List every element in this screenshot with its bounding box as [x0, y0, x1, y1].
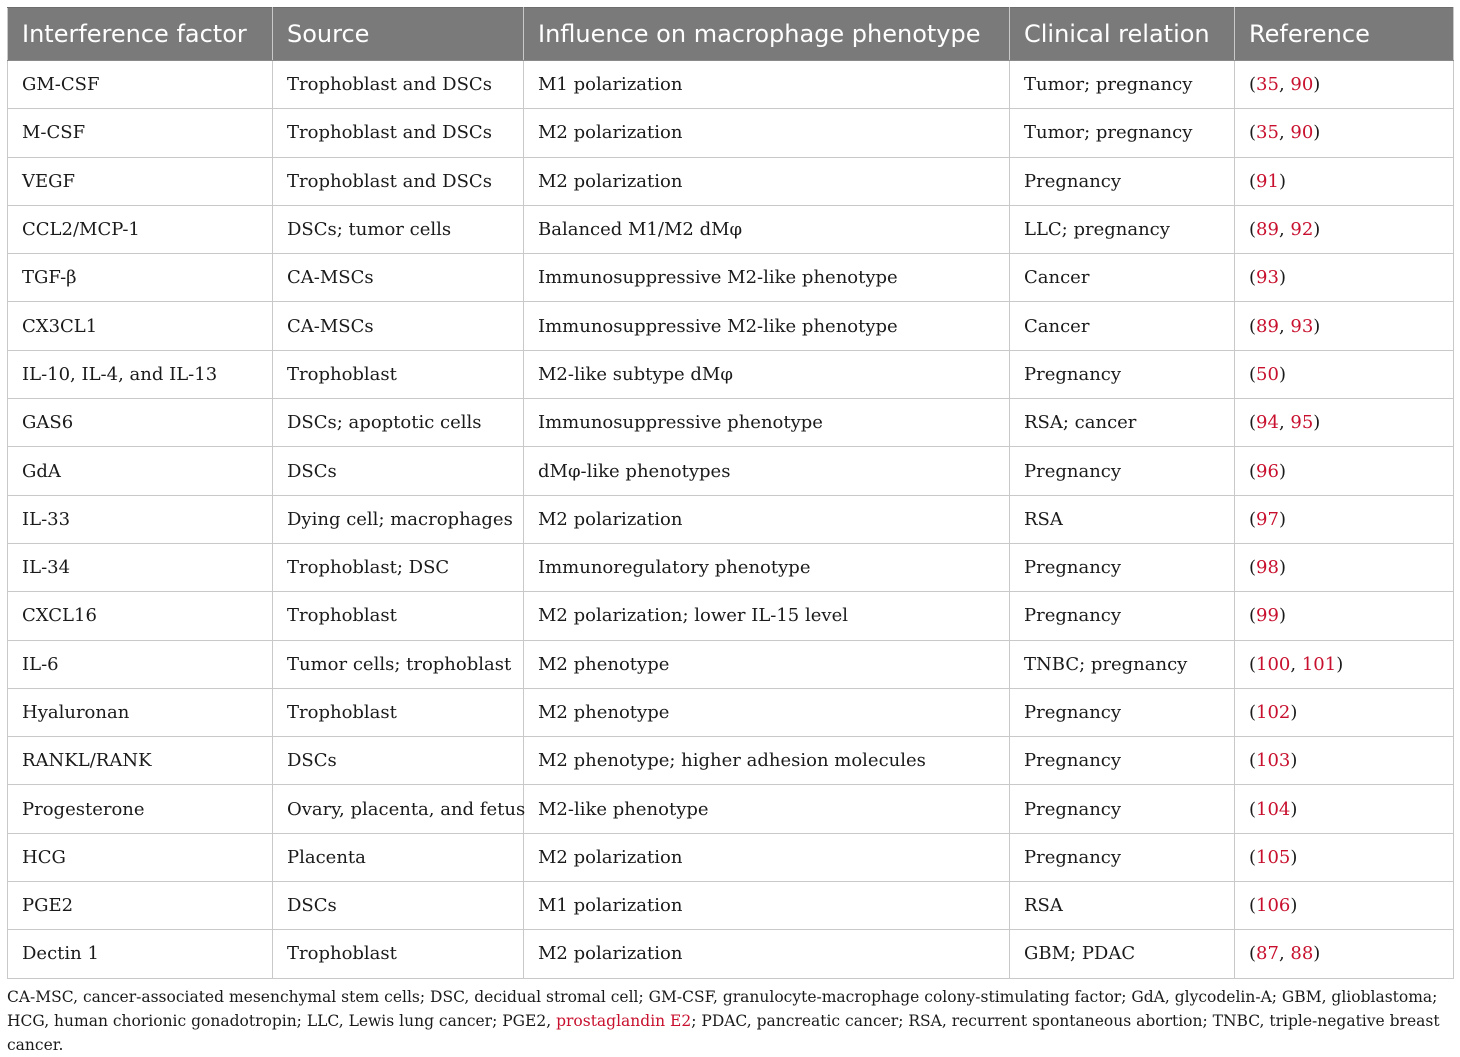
table-row — [8, 205, 1454, 253]
reference-link[interactable]: 95 — [1290, 412, 1314, 434]
table-row — [8, 833, 1454, 881]
cell-reference: (103) — [1235, 737, 1454, 785]
cell-influence: Immunosuppressive M2-like phenotype — [524, 254, 1010, 302]
reference-link[interactable]: 103 — [1256, 750, 1291, 772]
cell-reference: (106) — [1235, 882, 1454, 930]
cell-clinical: Pregnancy — [1010, 785, 1235, 833]
cell-reference: (102) — [1235, 688, 1454, 736]
footnote-text-2: ; PDAC, pancreatic cancer; RSA, recurrent spontaneous abortion; TNBC, triple-negative breast cancer. — [7, 1012, 1440, 1054]
cell-influence: M2 phenotype; higher adhesion molecules — [524, 737, 1010, 785]
table-row — [8, 592, 1454, 640]
cell-factor: GM-CSF — [8, 61, 273, 109]
cell-source: DSCs — [273, 447, 524, 495]
reference-link[interactable]: 100 — [1256, 653, 1291, 675]
reference-link[interactable]: 91 — [1256, 170, 1279, 192]
reference-link[interactable]: 96 — [1256, 460, 1279, 482]
reference-link[interactable]: 104 — [1256, 798, 1291, 820]
cell-source: Trophoblast and DSCs — [273, 61, 524, 109]
cell-source: DSCs — [273, 737, 524, 785]
cell-influence: M2 polarization — [524, 109, 1010, 157]
table-footnote — [7, 985, 1453, 1057]
reference-link[interactable]: 92 — [1290, 219, 1314, 241]
reference-link[interactable]: 89 — [1256, 219, 1279, 241]
reference-link[interactable]: 97 — [1256, 508, 1279, 530]
cell-factor: Hyaluronan — [8, 688, 273, 736]
footnote-link[interactable]: prostaglandin E2 — [556, 1012, 692, 1030]
reference-link[interactable]: 50 — [1256, 363, 1279, 385]
cell-factor: RANKL/RANK — [8, 737, 273, 785]
table-row — [8, 61, 1454, 109]
cell-reference: (97) — [1235, 495, 1454, 543]
table-row — [8, 254, 1454, 302]
cell-factor: IL-10, IL-4, and IL-13 — [8, 350, 273, 398]
cell-influence: M1 polarization — [524, 61, 1010, 109]
cell-factor: IL-33 — [8, 495, 273, 543]
reference-link[interactable]: 93 — [1290, 315, 1314, 337]
cell-clinical: Pregnancy — [1010, 688, 1235, 736]
reference-link[interactable]: 89 — [1256, 315, 1279, 337]
column-header-factor: Interference factor — [8, 8, 273, 61]
cell-reference: (89, 92) — [1235, 205, 1454, 253]
cell-source: CA-MSCs — [273, 254, 524, 302]
cell-clinical: Pregnancy — [1010, 350, 1235, 398]
cell-source: Placenta — [273, 833, 524, 881]
cell-source: Trophoblast and DSCs — [273, 109, 524, 157]
cell-clinical: Pregnancy — [1010, 833, 1235, 881]
cell-reference: (91) — [1235, 157, 1454, 205]
cell-reference: (98) — [1235, 543, 1454, 591]
cell-factor: M-CSF — [8, 109, 273, 157]
cell-factor: GAS6 — [8, 399, 273, 447]
table-row — [8, 785, 1454, 833]
cell-source: Trophoblast — [273, 688, 524, 736]
cell-source: Trophoblast — [273, 930, 524, 978]
table-row — [8, 495, 1454, 543]
cell-reference: (104) — [1235, 785, 1454, 833]
reference-link[interactable]: 94 — [1256, 412, 1279, 434]
table-row — [8, 640, 1454, 688]
cell-reference: (94, 95) — [1235, 399, 1454, 447]
cell-factor: HCG — [8, 833, 273, 881]
reference-link[interactable]: 99 — [1256, 605, 1279, 627]
cell-influence: Immunoregulatory phenotype — [524, 543, 1010, 591]
cell-influence: Immunosuppressive phenotype — [524, 399, 1010, 447]
reference-link[interactable]: 90 — [1290, 122, 1314, 144]
cell-clinical: Cancer — [1010, 254, 1235, 302]
reference-link[interactable]: 35 — [1256, 74, 1279, 96]
table-row — [8, 882, 1454, 930]
cell-clinical: LLC; pregnancy — [1010, 205, 1235, 253]
reference-link[interactable]: 106 — [1256, 895, 1291, 917]
reference-link[interactable]: 88 — [1290, 943, 1314, 965]
table-row — [8, 688, 1454, 736]
cell-factor: IL-34 — [8, 543, 273, 591]
cell-reference: (35, 90) — [1235, 109, 1454, 157]
cell-influence: M1 polarization — [524, 882, 1010, 930]
cell-influence: M2 phenotype — [524, 688, 1010, 736]
cell-source: DSCs; apoptotic cells — [273, 399, 524, 447]
column-header-source: Source — [273, 8, 524, 61]
cell-factor: CXCL16 — [8, 592, 273, 640]
reference-link[interactable]: 98 — [1256, 557, 1279, 579]
reference-link[interactable]: 93 — [1256, 267, 1279, 289]
reference-link[interactable]: 102 — [1256, 702, 1291, 723]
cell-factor: Progesterone — [8, 785, 273, 833]
cell-source: Trophoblast; DSC — [273, 543, 524, 591]
table-row — [8, 302, 1454, 350]
reference-link[interactable]: 101 — [1301, 653, 1337, 675]
table-row — [8, 109, 1454, 157]
cell-source: Tumor cells; trophoblast — [273, 640, 524, 688]
cell-influence: M2 polarization — [524, 833, 1010, 881]
cell-clinical: Cancer — [1010, 302, 1235, 350]
cell-influence: M2 polarization — [524, 930, 1010, 978]
column-header-influence: Influence on macrophage phenotype — [524, 8, 1010, 61]
reference-link[interactable]: 90 — [1290, 74, 1314, 96]
column-header-clinical: Clinical relation — [1010, 8, 1235, 61]
column-header-reference: Reference — [1235, 8, 1454, 61]
table-row — [8, 447, 1454, 495]
table-row — [8, 350, 1454, 398]
header-row — [8, 8, 1454, 61]
cell-clinical: Pregnancy — [1010, 592, 1235, 640]
reference-link[interactable]: 105 — [1256, 846, 1291, 868]
table-row — [8, 930, 1454, 978]
cell-clinical: RSA — [1010, 495, 1235, 543]
cell-clinical: TNBC; pregnancy — [1010, 640, 1235, 688]
cell-influence: M2-like subtype dMφ — [524, 350, 1010, 398]
cell-reference: (96) — [1235, 447, 1454, 495]
cell-factor: CX3CL1 — [8, 302, 273, 350]
reference-link[interactable]: 35 — [1256, 122, 1279, 144]
cell-influence: M2 polarization; lower IL-15 level — [524, 592, 1010, 640]
cell-influence: Immunosuppressive M2-like phenotype — [524, 302, 1010, 350]
cell-clinical: Pregnancy — [1010, 447, 1235, 495]
cell-influence: M2 polarization — [524, 495, 1010, 543]
cell-clinical: GBM; PDAC — [1010, 930, 1235, 978]
cell-source: DSCs — [273, 882, 524, 930]
table-row — [8, 737, 1454, 785]
cell-reference: (35, 90) — [1235, 61, 1454, 109]
cell-source: CA-MSCs — [273, 302, 524, 350]
cell-factor: TGF-β — [8, 254, 273, 302]
cell-source: DSCs; tumor cells — [273, 205, 524, 253]
cell-clinical: Tumor; pregnancy — [1010, 61, 1235, 109]
cell-source: Ovary, placenta, and fetus — [273, 785, 524, 833]
cell-factor: VEGF — [8, 157, 273, 205]
footnote-text-1: CA-MSC, cancer-associated mesenchymal stem cells; DSC, decidual stromal cell; GM-CSF, granulocyte-macrophage colony-stimulating factor; GdA, glycodelin-A; GBM, glioblastoma; HCG, human chorionic gonadotropin; LLC, Lewis lung cancer; PGE2, — [7, 988, 1438, 1030]
table-row — [8, 399, 1454, 447]
cell-influence: M2-like phenotype — [524, 785, 1010, 833]
cell-clinical: RSA — [1010, 882, 1235, 930]
cell-influence: Balanced M1/M2 dMφ — [524, 205, 1010, 253]
cell-source: Trophoblast — [273, 350, 524, 398]
cell-source: Dying cell; macrophages — [273, 495, 524, 543]
cell-influence: M2 polarization — [524, 157, 1010, 205]
cell-clinical: Pregnancy — [1010, 543, 1235, 591]
cell-factor: CCL2/MCP-1 — [8, 205, 273, 253]
cell-reference: (50) — [1235, 350, 1454, 398]
table-row — [8, 543, 1454, 591]
cell-reference: (87, 88) — [1235, 930, 1454, 978]
cell-influence: M2 phenotype — [524, 640, 1010, 688]
table-row — [8, 157, 1454, 205]
reference-link[interactable]: 87 — [1256, 943, 1279, 965]
cell-reference: (100, 101) — [1235, 640, 1454, 688]
cell-clinical: Tumor; pregnancy — [1010, 109, 1235, 157]
cell-reference: (99) — [1235, 592, 1454, 640]
cell-clinical: Pregnancy — [1010, 737, 1235, 785]
cell-reference: (89, 93) — [1235, 302, 1454, 350]
table-body — [8, 61, 1454, 979]
cell-source: Trophoblast — [273, 592, 524, 640]
cell-factor: IL-6 — [8, 640, 273, 688]
cell-clinical: Pregnancy — [1010, 157, 1235, 205]
cell-clinical: RSA; cancer — [1010, 399, 1235, 447]
data-table — [7, 7, 1454, 979]
cell-factor: Dectin 1 — [8, 930, 273, 978]
cell-factor: PGE2 — [8, 882, 273, 930]
cell-influence: dMφ-like phenotypes — [524, 447, 1010, 495]
cell-reference: (93) — [1235, 254, 1454, 302]
cell-factor: GdA — [8, 447, 273, 495]
cell-source: Trophoblast and DSCs — [273, 157, 524, 205]
cell-reference: (105) — [1235, 833, 1454, 881]
